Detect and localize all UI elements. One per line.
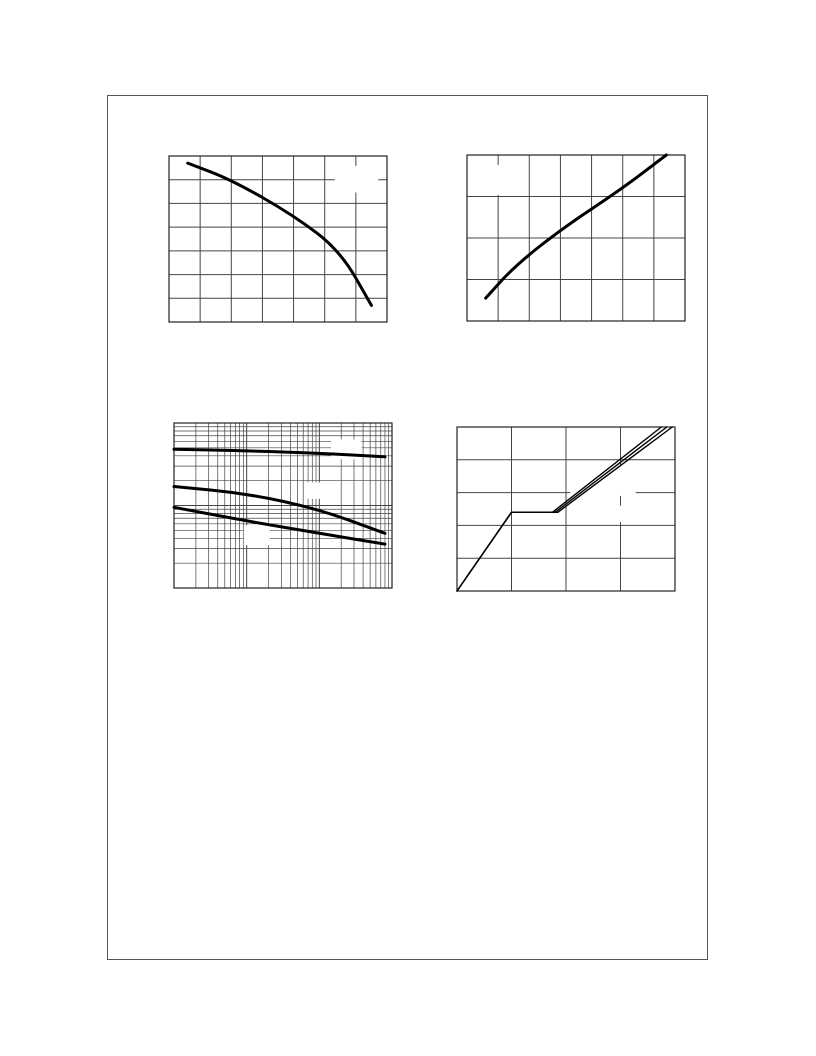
chart-4 — [456, 426, 676, 592]
chart-2 — [466, 154, 686, 322]
label-box — [592, 506, 623, 522]
chart-3 — [173, 422, 393, 589]
label-box — [335, 166, 379, 193]
label-box — [244, 525, 270, 545]
label-box — [480, 165, 524, 195]
chart-1 — [168, 155, 388, 323]
label-box — [570, 466, 635, 496]
label-box — [305, 482, 331, 499]
